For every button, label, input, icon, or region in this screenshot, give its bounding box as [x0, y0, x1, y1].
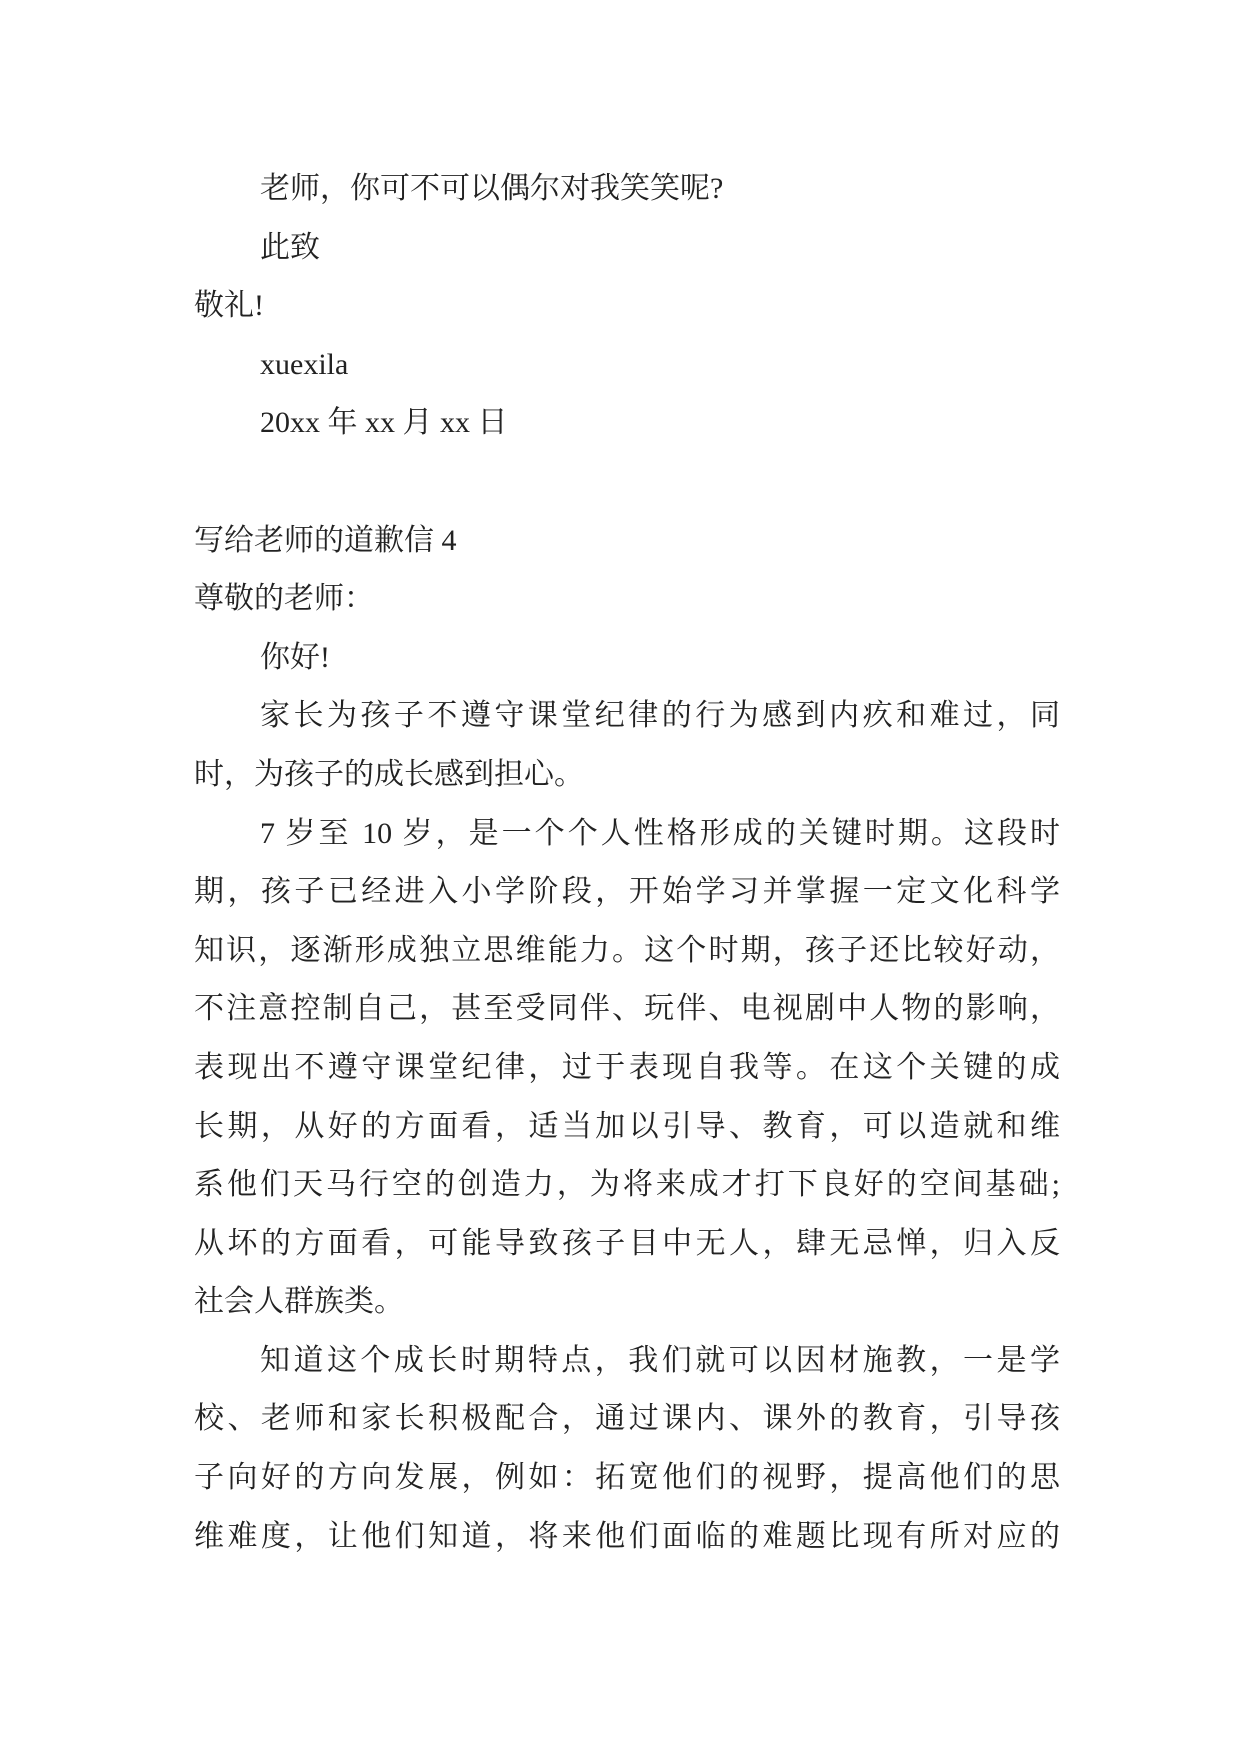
- paragraph-2-line: 系他们天马行空的创造力，为将来成才打下良好的空间基础;: [194, 1168, 1060, 1202]
- paragraph-2-line: 不注意控制自己，甚至受同伴、玩伴、电视剧中人物的影响，: [194, 992, 1060, 1026]
- letter-title: 写给老师的道歉信 4: [194, 523, 457, 557]
- letter-greeting: 尊敬的老师：: [194, 582, 374, 616]
- salutation-line-1: 此致: [260, 230, 320, 264]
- signature: xuexila: [260, 347, 349, 381]
- paragraph-3-line: 子向好的方向发展，例如：拓宽他们的视野，提高他们的思: [194, 1461, 1060, 1495]
- letter-hello: 你好!: [260, 640, 330, 674]
- paragraph-2-line: 表现出不遵守课堂纪律，过于表现自我等。在这个关键的成: [194, 1050, 1060, 1084]
- paragraph-2-line: 期，孩子已经进入小学阶段，开始学习并掌握一定文化科学: [194, 875, 1060, 909]
- paragraph-3-line: 维难度，让他们知道，将来他们面临的难题比现有所对应的: [194, 1519, 1060, 1553]
- document-body: [194, 160, 1060, 1566]
- paragraph-2-line: 知识，逐渐形成独立思维能力。这个时期，孩子还比较好动，: [194, 933, 1060, 967]
- paragraph-2-line: 7 岁至 10 岁，是一个个人性格形成的关键时期。这段时: [260, 816, 1060, 850]
- paragraph-1-line: 家长为孩子不遵守课堂纪律的行为感到内疚和难过，同: [260, 699, 1060, 733]
- paragraph-3-line: 知道这个成长时期特点，我们就可以因材施教，一是学: [260, 1343, 1060, 1377]
- closing-question: 老师，你可不可以偶尔对我笑笑呢?: [260, 172, 724, 205]
- paragraph-2-line: 长期，从好的方面看，适当加以引导、教育，可以造就和维: [194, 1109, 1060, 1143]
- paragraph-3-line: 校、老师和家长积极配合，通过课内、课外的教育，引导孩: [194, 1402, 1060, 1436]
- paragraph-2-line: 从坏的方面看，可能导致孩子目中无人，肆无忌惮，归入反: [194, 1226, 1060, 1260]
- blank-line: [194, 453, 1060, 512]
- paragraph-1-line: 时，为孩子的成长感到担心。: [194, 757, 584, 791]
- salutation-line-2: 敬礼!: [194, 289, 264, 323]
- paragraph-2-line: 社会人群族类。: [194, 1285, 404, 1319]
- date-line: 20xx 年 xx 月 xx 日: [260, 406, 508, 440]
